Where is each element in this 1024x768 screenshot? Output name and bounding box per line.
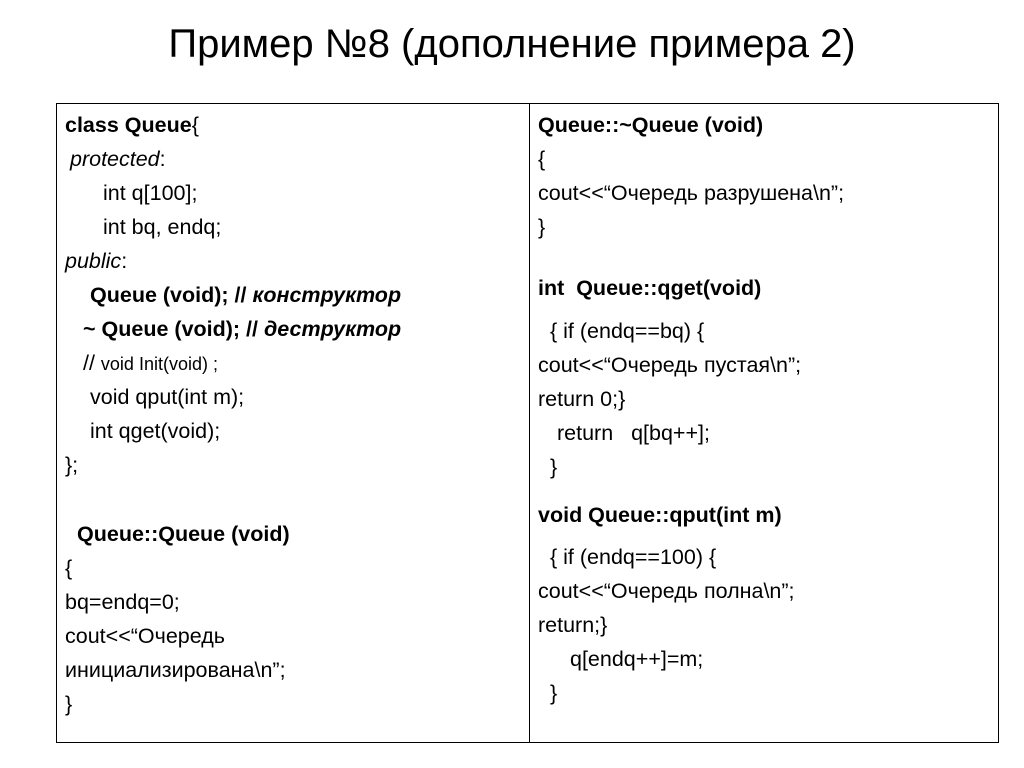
- code-line: }: [538, 215, 546, 239]
- code-line: cout<<“Очередь разрушена\n”;: [538, 181, 845, 205]
- code-table: [56, 103, 999, 743]
- code-token: {: [191, 113, 199, 137]
- code-token: protected: [70, 147, 160, 171]
- code-line: [90, 281, 401, 309]
- code-line: int Queue::qget(void): [538, 276, 762, 300]
- code-token: void Init(void) ;: [100, 354, 218, 374]
- code-line: bq=endq=0;: [65, 590, 180, 614]
- code-line: [83, 315, 401, 343]
- code-line: int qget(void);: [90, 419, 221, 443]
- code-column-left: [57, 104, 530, 742]
- code-line: }: [550, 681, 558, 705]
- code-line: int q[100];: [103, 181, 198, 205]
- code-token: class Queue: [65, 113, 192, 137]
- code-line: [65, 247, 127, 275]
- code-line: [83, 349, 218, 378]
- code-column-right: [530, 104, 998, 742]
- code-token: ~ Queue (void); //: [83, 317, 264, 341]
- slide-title: Пример №8 (дополнение примера 2): [168, 22, 856, 66]
- code-line: [65, 111, 199, 139]
- code-line: }: [65, 692, 73, 716]
- code-line: инициализирована\n”;: [65, 658, 286, 682]
- code-token: деструктор: [263, 317, 402, 341]
- code-token: :: [121, 249, 128, 273]
- code-line: int bq, endq;: [103, 215, 222, 239]
- code-token: //: [83, 351, 101, 375]
- code-line: cout<<“Очередь полна\n”;: [538, 579, 795, 603]
- code-token: конструктор: [252, 283, 402, 307]
- code-line: {: [538, 147, 546, 171]
- code-line: };: [65, 453, 79, 477]
- code-line: return;}: [538, 613, 608, 637]
- code-line: return q[bq++];: [557, 421, 710, 445]
- code-token: :: [159, 147, 166, 171]
- code-token: public: [65, 249, 122, 273]
- code-line: void qput(int m);: [90, 385, 245, 409]
- code-line: cout<<“Очередь пустая\n”;: [538, 353, 802, 377]
- code-line: { if (endq==bq) {: [550, 319, 705, 343]
- code-line: { if (endq==100) {: [550, 545, 717, 569]
- code-line: Queue::Queue (void): [77, 522, 290, 546]
- code-line: q[endq++]=m;: [570, 647, 704, 671]
- code-line: [70, 145, 166, 173]
- code-token: Queue (void); //: [90, 283, 253, 307]
- code-line: }: [550, 455, 558, 479]
- code-line: return 0;}: [538, 387, 626, 411]
- code-line: Queue::~Queue (void): [538, 113, 764, 137]
- code-line: cout<<“Очередь: [65, 624, 225, 648]
- code-line: {: [65, 556, 73, 580]
- code-line: void Queue::qput(int m): [538, 503, 782, 527]
